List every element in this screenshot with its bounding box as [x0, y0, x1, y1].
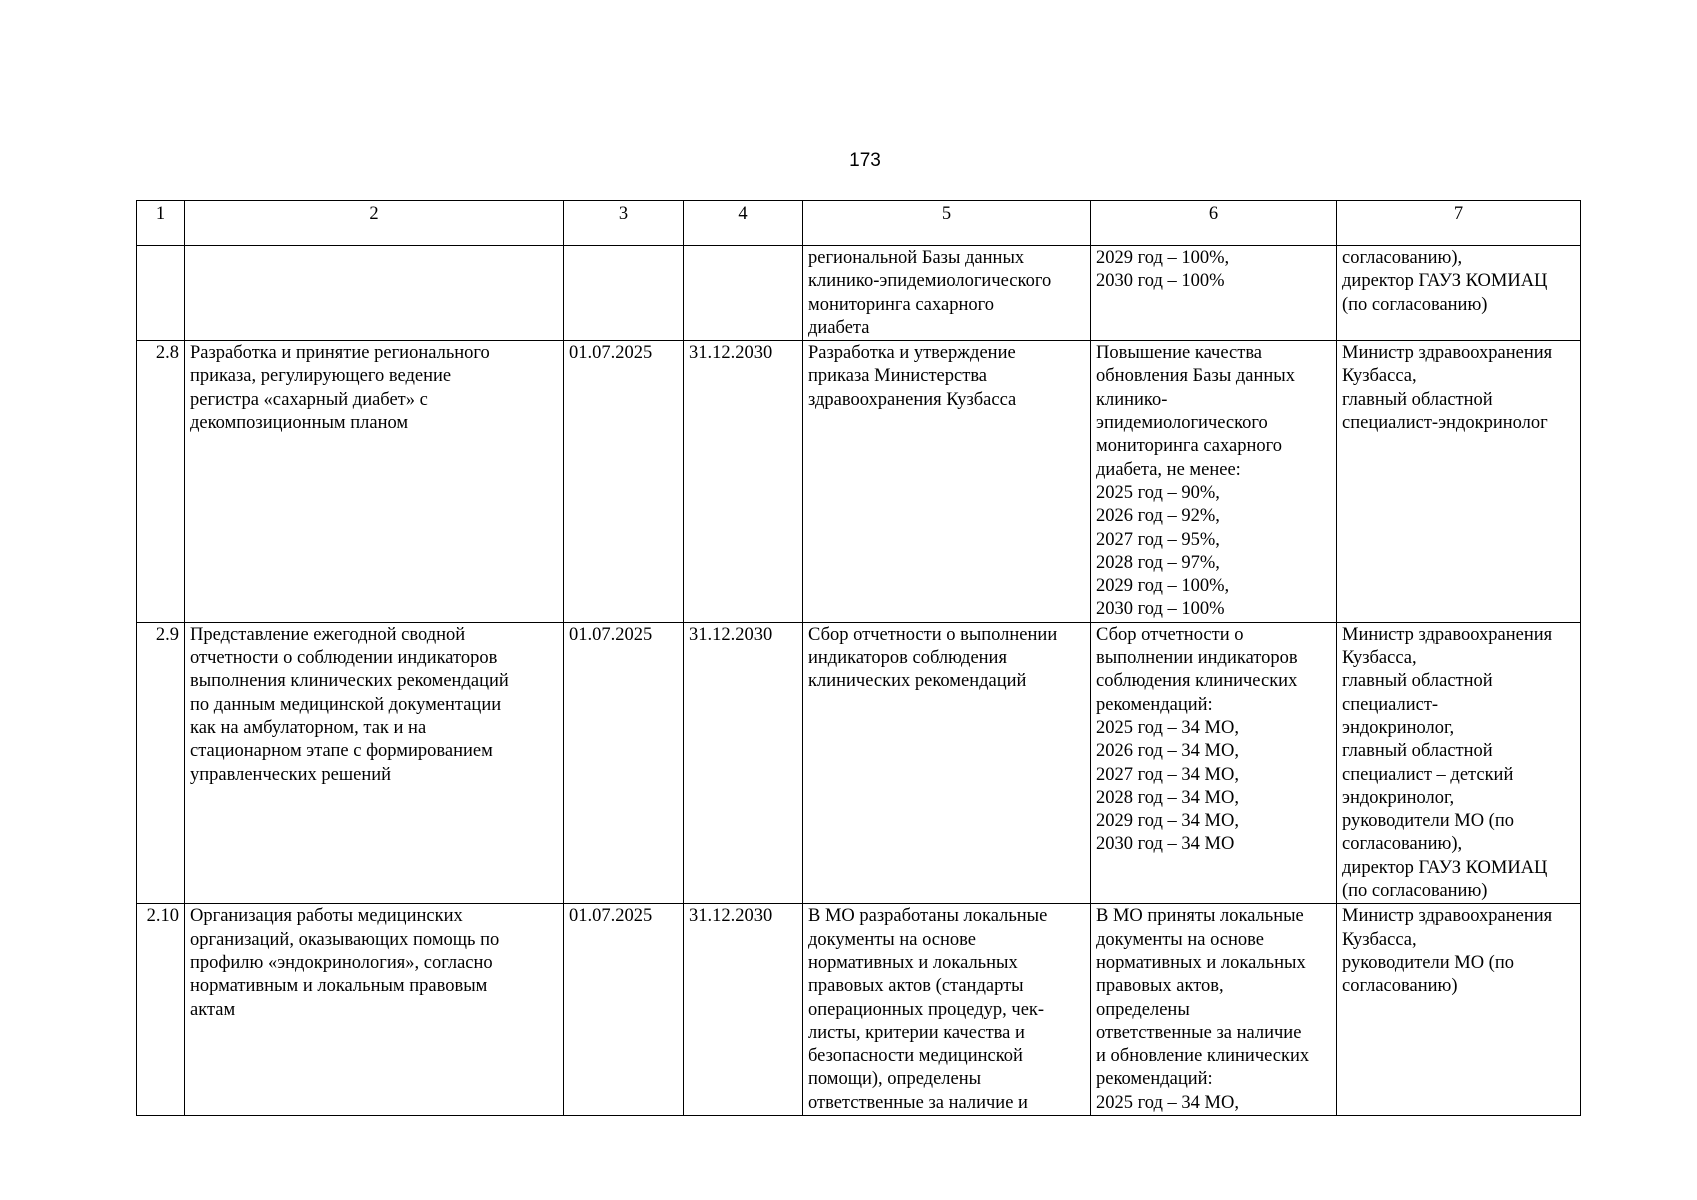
expected-result: Разработка и утверждение приказа Министерства здравоохранения Кузбасса — [803, 341, 1091, 623]
end-date: 31.12.2030 — [684, 904, 803, 1116]
header-cell: 6 — [1091, 201, 1337, 246]
table-row — [137, 904, 1581, 1116]
activity-name: Организация работы медицинских организаций, оказывающих помощь по профилю «эндокринология», согласно нормативным и локальным правовым актам — [185, 904, 564, 1116]
header-cell: 4 — [684, 201, 803, 246]
activity-name — [185, 246, 564, 341]
page-number: 173 — [849, 150, 881, 171]
responsible: Министр здравоохранения Кузбасса, руководители МО (по согласованию) — [1337, 904, 1581, 1116]
start-date — [564, 246, 684, 341]
row-number: 2.10 — [137, 904, 185, 1116]
row-number: 2.9 — [137, 622, 185, 904]
expected-result: В МО разработаны локальные документы на основе нормативных и локальных правовых актов (стандарты операционных процедур, чек- листы, критерии качества и безопасности медицинской помощи), определены ответственные за наличие и — [803, 904, 1091, 1116]
indicator: Повышение качества обновления Базы данных клинико- эпидемиологического мониторинга сахарного диабета, не менее: 2025 год – 90%, 2026 год – 92%, 2027 год – 95%, 2028 год – 97%, 2029 год – 100%, 2030 год – 100% — [1091, 341, 1337, 623]
header-cell: 1 — [137, 201, 185, 246]
end-date: 31.12.2030 — [684, 622, 803, 904]
responsible: согласованию), директор ГАУЗ КОМИАЦ (по согласованию) — [1337, 246, 1581, 341]
indicator: 2029 год – 100%, 2030 год – 100% — [1091, 246, 1337, 341]
header-cell: 2 — [185, 201, 564, 246]
start-date: 01.07.2025 — [564, 904, 684, 1116]
expected-result: региональной Базы данных клинико-эпидемиологического мониторинга сахарного диабета — [803, 246, 1091, 341]
table-row — [137, 341, 1581, 623]
activity-name: Разработка и принятие регионального приказа, регулирующего ведение регистра «сахарный диабет» с декомпозиционным планом — [185, 341, 564, 623]
start-date: 01.07.2025 — [564, 622, 684, 904]
header-row — [137, 201, 1581, 246]
indicator: В МО приняты локальные документы на основе нормативных и локальных правовых актов, определены ответственные за наличие и обновление клинических рекомендаций: 2025 год – 34 МО, — [1091, 904, 1337, 1116]
row-number: 2.8 — [137, 341, 185, 623]
responsible: Министр здравоохранения Кузбасса, главный областной специалист-эндокринолог — [1337, 341, 1581, 623]
end-date — [684, 246, 803, 341]
end-date: 31.12.2030 — [684, 341, 803, 623]
header-cell: 3 — [564, 201, 684, 246]
plan-table — [136, 200, 1581, 1116]
table-row — [137, 622, 1581, 904]
responsible: Министр здравоохранения Кузбасса, главный областной специалист- эндокринолог, главный областной специалист – детский эндокринолог, руководители МО (по согласованию), директор ГАУЗ КОМИАЦ (по согласованию) — [1337, 622, 1581, 904]
header-cell: 5 — [803, 201, 1091, 246]
row-number — [137, 246, 185, 341]
expected-result: Сбор отчетности о выполнении индикаторов соблюдения клинических рекомендаций — [803, 622, 1091, 904]
indicator: Сбор отчетности о выполнении индикаторов соблюдения клинических рекомендаций: 2025 год – 34 МО, 2026 год – 34 МО, 2027 год – 34 МО, 2028 год – 34 МО, 2029 год – 34 МО, 2030 год – 34 МО — [1091, 622, 1337, 904]
start-date: 01.07.2025 — [564, 341, 684, 623]
header-cell: 7 — [1337, 201, 1581, 246]
activity-name: Представление ежегодной сводной отчетности о соблюдении индикаторов выполнения клинических рекомендаций по данным медицинской документации как на амбулаторном, так и на стационарном этапе с формированием управленческих решений — [185, 622, 564, 904]
continuation-row — [137, 246, 1581, 341]
